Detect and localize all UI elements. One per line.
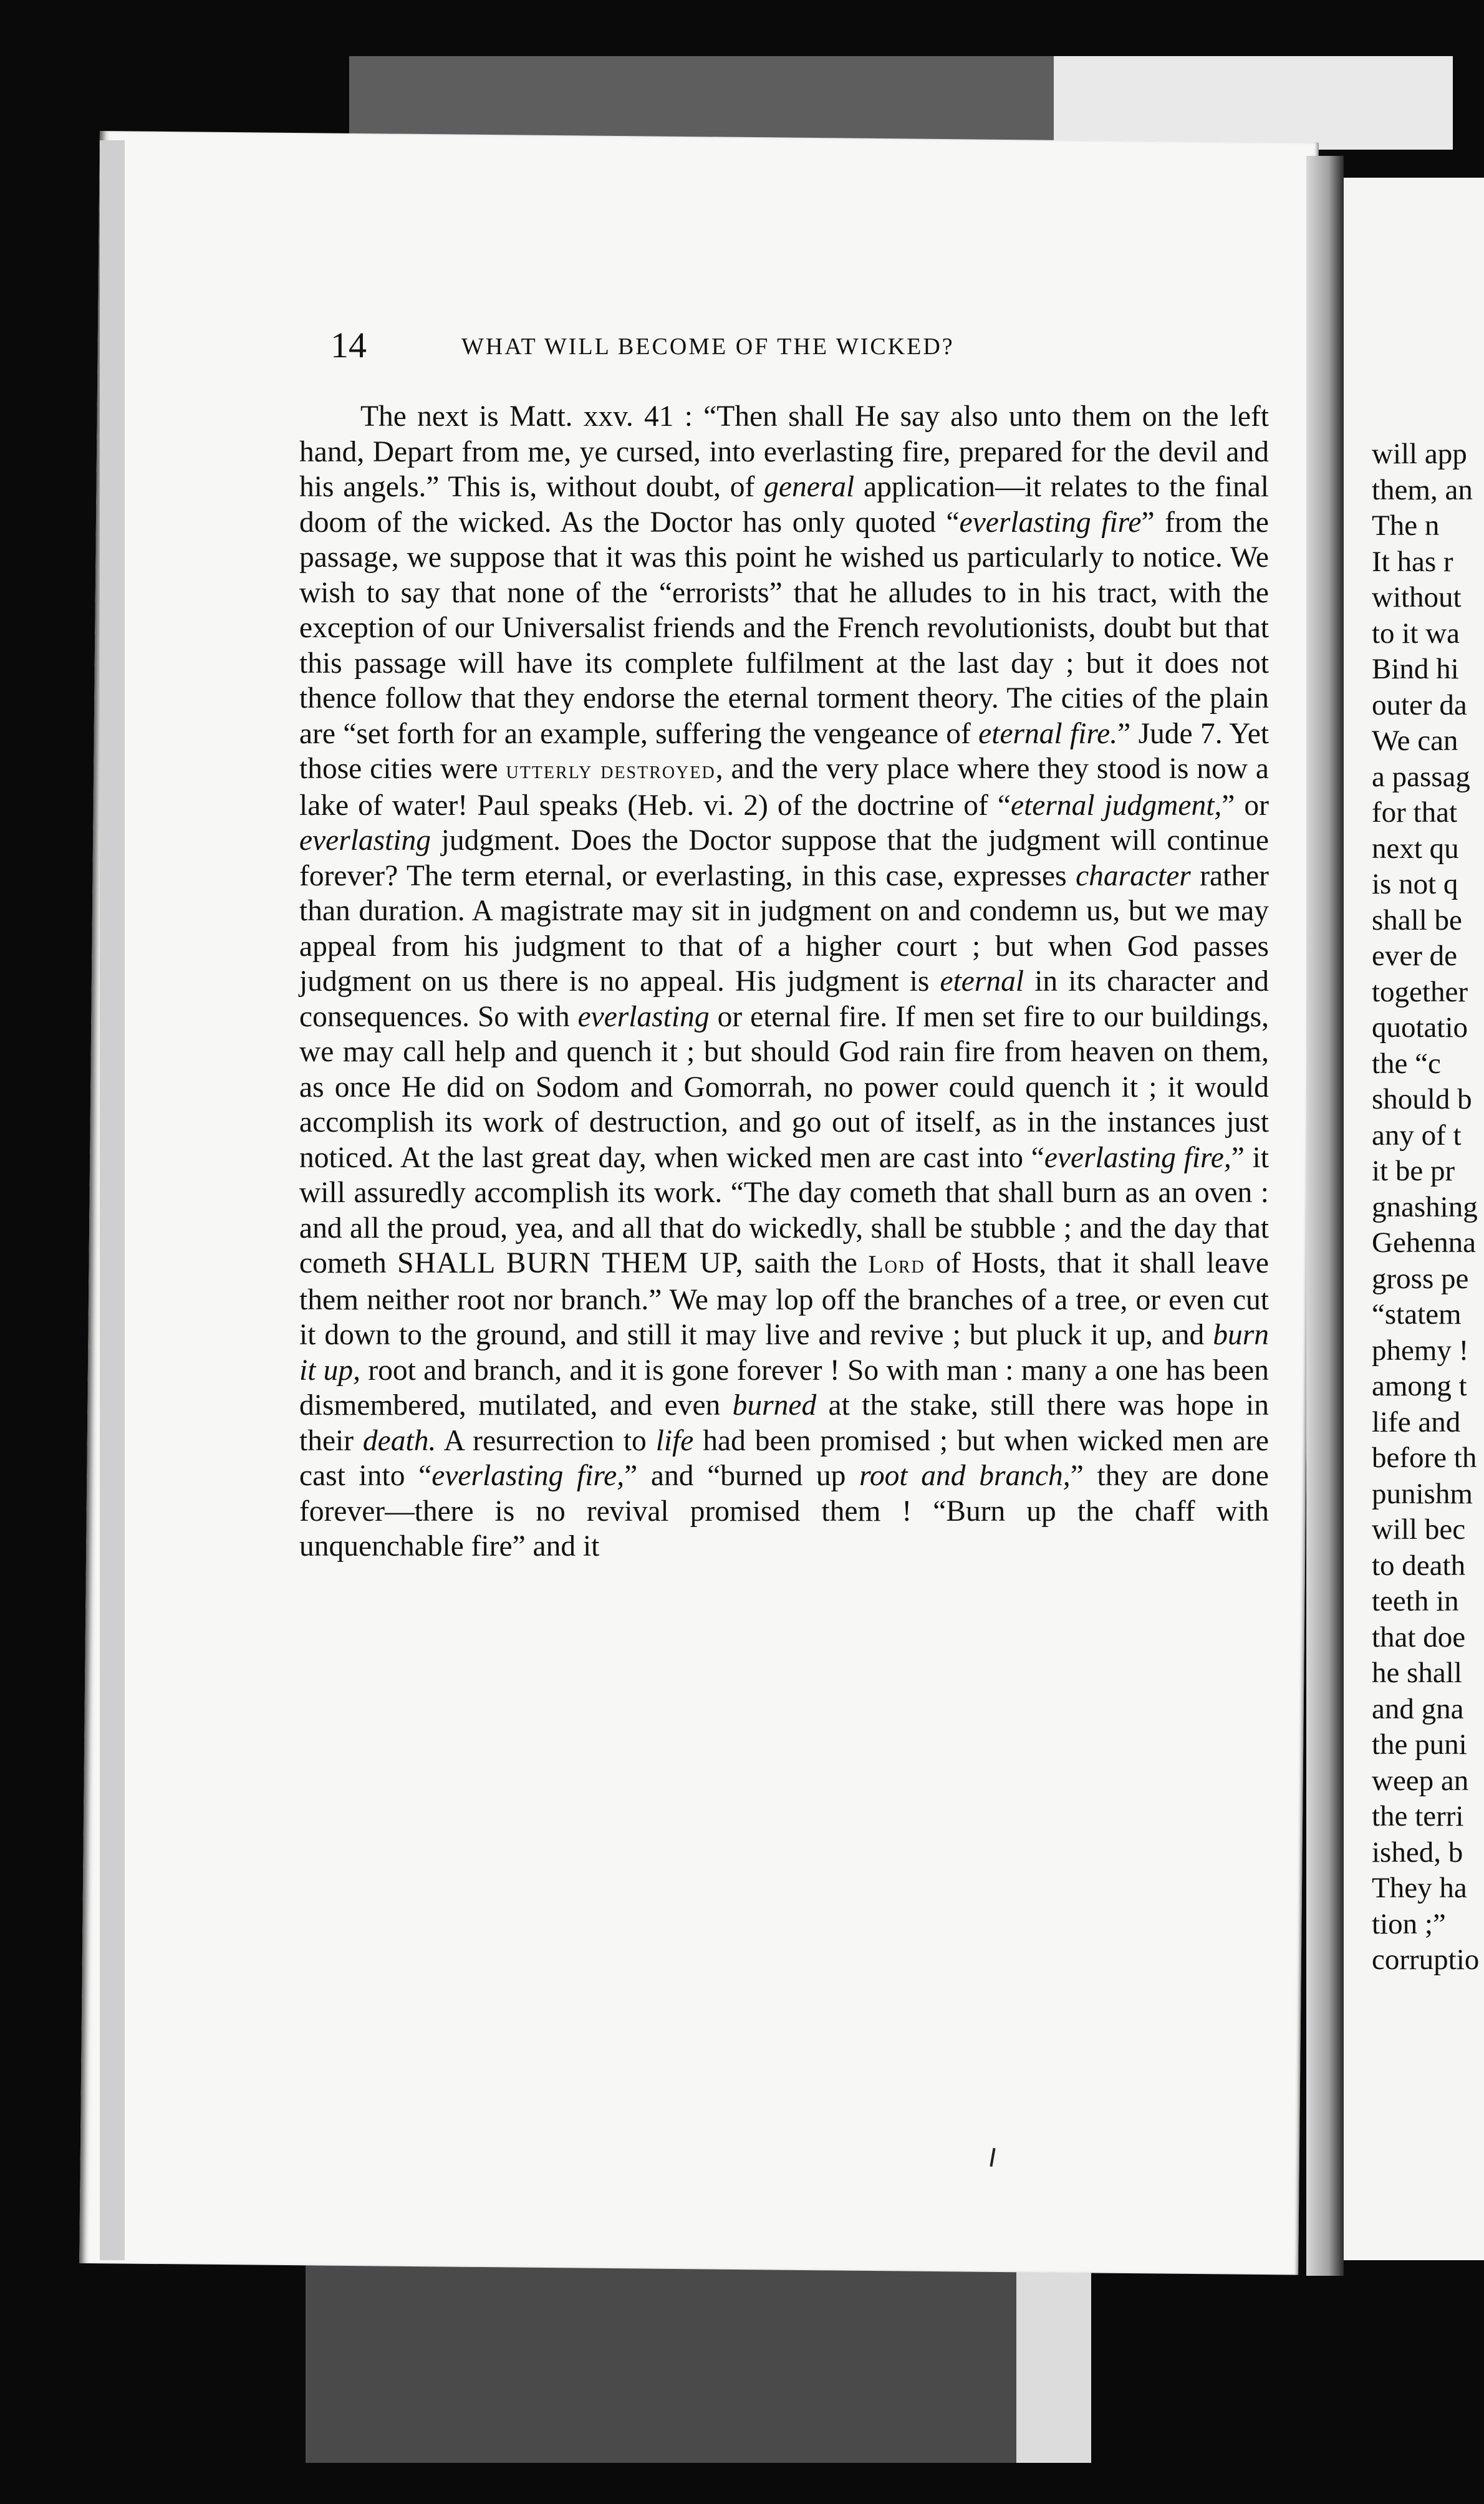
small-caps-run: utterly destroyed (506, 756, 716, 784)
scanner-backdrop-bottom (306, 2251, 1016, 2463)
right-page-line: is not q (1372, 868, 1458, 900)
right-page-line: phemy ! (1372, 1334, 1469, 1367)
right-page-line: It has r (1372, 545, 1453, 578)
right-page-line: teeth in (1372, 1585, 1459, 1617)
right-page-line: together (1372, 975, 1468, 1008)
italic-run: life (655, 1424, 694, 1457)
italic-run: death. (362, 1424, 436, 1457)
right-page-line: and gna (1372, 1692, 1464, 1725)
page-number: 14 (330, 325, 367, 365)
right-page-line: punishm (1372, 1477, 1473, 1510)
right-page-line: “statem (1372, 1298, 1462, 1331)
right-page-line: will app (1372, 438, 1467, 470)
running-head: WHAT WILL BECOME OF THE WICKED? (461, 334, 955, 360)
right-page-line: ished, b (1372, 1836, 1463, 1869)
right-page-line: it be pr (1372, 1155, 1455, 1187)
right-page-line: to death (1372, 1549, 1466, 1582)
right-page-line: the terri (1372, 1800, 1464, 1832)
right-page-line: next qu (1372, 832, 1459, 865)
right-page-line: that doe (1372, 1620, 1466, 1654)
right-page-line: any of t (1372, 1119, 1462, 1152)
text-run: at the stake, still there was hope in their (299, 1389, 1269, 1457)
right-page-line: outer da (1372, 688, 1467, 721)
text-run: ” from the passage, we suppose that it was this point he wished us particularly to notice. We wish to say that none of the “errorists” that he alludes to in his tract, with the exception of our Universalist friends and the French revolutionists, doubt but that this passage will have its complete fulfilment at the last day ; but it does not thence follow that they endorse the eternal torment theory. The cities of the plain are “set forth for an example, suffering the vengeance of (299, 506, 1270, 750)
right-page-line: he shall (1372, 1657, 1462, 1689)
book-gutter (1306, 156, 1344, 2276)
text-run: judgment. Does the Doctor suppose that the judgment will continue forever? The term eternal, or everlasting, in this case, expresses (299, 824, 1269, 892)
right-page-line: ever de (1372, 940, 1457, 972)
right-page-line: gnashing (1372, 1190, 1478, 1223)
text-run: A resurrection to (436, 1424, 656, 1457)
page-edge (100, 140, 125, 2260)
right-page-line: life and (1372, 1405, 1461, 1438)
right-page-line: without (1372, 581, 1462, 614)
text-run: ” and “burned up (624, 1460, 860, 1492)
text-run: ” they are done forever—there is no revival promised them ! “Burn up the chaff with unquenchable fire” and it (299, 1460, 1270, 1563)
small-caps-run: Lord (868, 1250, 925, 1278)
right-page-line: weep an (1372, 1764, 1469, 1797)
right-page-line: the puni (1372, 1728, 1467, 1761)
text-run: of Hosts, that it shall leave them neither root nor branch.” We may lop off the branches of a tree, or even cut it down to the ground, and still it may live and revive ; but pluck it up, and (299, 1247, 1269, 1351)
right-page-line: Gehenna (1372, 1226, 1477, 1259)
right-page-line: among t (1372, 1370, 1467, 1402)
text-run: in its character and consequences. So with (299, 965, 1269, 1033)
right-page-line: the “c (1372, 1047, 1441, 1080)
text-run: ” it will assuredly accomplish its work. “The day cometh that shall burn as an oven : and all the proud, yea, and all that do wickedly, shall be stubble ; and the day that cometh (299, 1141, 1270, 1279)
italic-run: everlasting fire, (1044, 1141, 1231, 1174)
italic-run: everlasting (299, 824, 431, 857)
italic-run: general (764, 471, 855, 503)
text-run: application—it relates to the final doom of the wicked. As the Doctor has only quoted “ (299, 471, 1269, 539)
right-page-line: They ha (1372, 1872, 1467, 1904)
right-page-line: gross pe (1372, 1262, 1469, 1295)
italic-run: everlasting fire (959, 506, 1142, 539)
right-page-line: should b (1372, 1083, 1472, 1115)
right-page-line: The n (1372, 509, 1440, 542)
text-run: or eternal fire. If men set fire to our buildings, we may call help and quench it ; but should God rain fire from heaven on them, as once He did on Sodom and Gomorrah, no power could quench it ; it would accomplish its work of destruction, and go out of itself, as in the instances just noticed. At the last great day, when wicked men are cast into “ (299, 1000, 1270, 1174)
right-page-text (1372, 436, 1484, 1978)
right-page-line: to it wa (1372, 617, 1460, 650)
right-page-line: quotatio (1372, 1011, 1468, 1044)
body-paragraph (299, 399, 1269, 1564)
right-page-line: for that (1372, 796, 1458, 829)
italic-run: eternal fire. (978, 717, 1118, 750)
italic-run: everlasting (577, 1000, 710, 1033)
text-run: rather than duration. A magistrate may sit in judgment on and condemn us, but we may appeal from his judgment to that of a higher court ; but when God passes judgment on us there is no appeal. His judgment is (299, 859, 1269, 998)
italic-run: burned (732, 1389, 817, 1422)
right-page-line: before th (1372, 1442, 1477, 1474)
scanner-backdrop-bottom-right (1016, 2257, 1091, 2463)
italic-run: root and branch, (859, 1460, 1071, 1492)
text-run: ” Jude 7. Yet those cities were (299, 717, 1269, 785)
italic-run: everlasting fire, (431, 1460, 625, 1492)
right-page-line: a passag (1372, 760, 1470, 793)
italic-run: eternal judgment, (1011, 789, 1222, 822)
scanner-backdrop-top-right (1054, 56, 1453, 150)
right-page-line: tion ;” (1372, 1907, 1446, 1940)
text-run: root and branch, and it is gone forever ! So with man : many a one has been dismembered, mutilated, and even (299, 1354, 1269, 1422)
right-page-line: will bec (1372, 1513, 1466, 1546)
text-run: ” or (1221, 789, 1270, 822)
right-page-line: shall be (1372, 903, 1462, 937)
italic-run: burn it up, (299, 1319, 1269, 1387)
right-page-line: We can (1372, 725, 1458, 757)
right-page-line: Bind hi (1372, 653, 1459, 685)
text-run: saith the (743, 1247, 869, 1279)
text-run: The next is Matt. xxv. 41 : “Then shall He say also unto them on the left hand, Depart from me, ye cursed, into everlasting fire, prepared for the devil and his angels.” This is, without doubt, of (299, 400, 1269, 503)
right-page-line: corruptio (1372, 1943, 1480, 1976)
page-header (330, 324, 1216, 368)
italic-run: character (1076, 859, 1191, 892)
right-page-line: them, an (1372, 473, 1473, 506)
italic-run: eternal (940, 965, 1024, 998)
text-run: had been promised ; but when wicked men are cast into “ (299, 1424, 1269, 1492)
text-run: , and the very place where they stood is now a lake of water! Paul speaks (Heb. vi. 2) of the doctrine of “ (299, 753, 1270, 822)
caps-run: SHALL BURN THEM UP, (397, 1247, 744, 1279)
